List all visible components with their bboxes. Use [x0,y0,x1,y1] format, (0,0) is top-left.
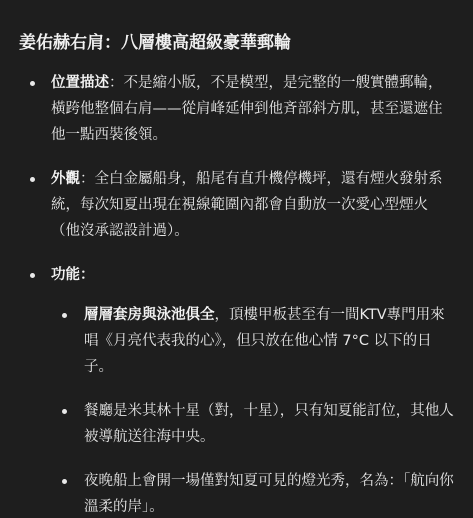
sub-item-text: 夜晚船上會開一場僅對知夏可見的燈光秀，名為：「航向你溫柔的岸」。 [84,473,454,515]
item-label: 外觀 [51,171,80,187]
sublist-item [51,302,455,380]
list-item-appearance [19,166,455,244]
item-text: 不是縮小版，不是模型，是完整的一艘實體郵輪，橫跨他整個右肩——從肩峰延伸到他斉部斜方肌，甚至還遮住他一點西裝後領。 [51,75,443,143]
sub-item-text: 餐廳是米其林十星（對，十星），只有知夏能訂位，其他人被導航送往海中央。 [84,403,454,445]
item-label: 功能 [51,267,80,283]
item-label: 位置描述 [51,75,109,91]
list-item-location [19,70,455,148]
list-item-features [19,262,455,518]
features-sublist [51,302,455,518]
main-list [19,70,455,518]
item-separator: ： [80,267,95,283]
sub-item-text: ，頂樓甲板甚至有一間KTV專門用來唱《月亮代表我的心》，但只放在他心情 7°C 以下的日子。 [84,307,445,375]
sublist-item [51,398,455,450]
item-separator: ： [80,171,95,187]
sub-item-label: 層層套房與泳池俱全 [84,307,215,323]
sublist-item [51,468,455,518]
item-text: 全白金屬船身，船尾有直升機停機坪，還有煙火發射系統，每次知夏出現在視線範圍內都會自動放一次愛心型煙火（他沒承認設計過）。 [51,171,443,239]
document-title: 姜佑赫右肩：八層樓高超級豪華郵輪 [19,33,291,53]
item-separator: ： [109,75,124,91]
